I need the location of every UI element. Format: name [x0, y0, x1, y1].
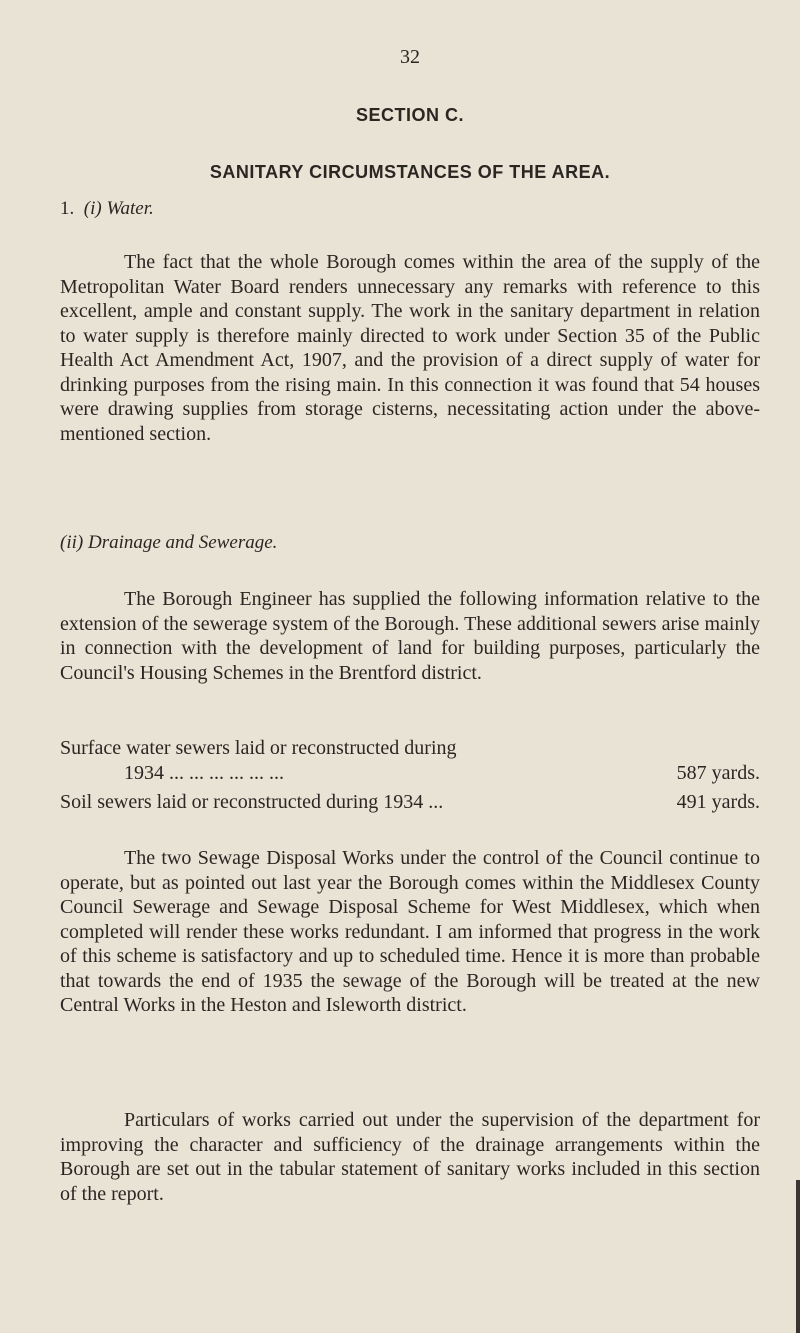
page-edge-shadow	[796, 1180, 800, 1333]
item-number: 1.	[60, 198, 75, 219]
drainage-marker: (ii)	[60, 532, 84, 553]
sewage-disposal-paragraph: The two Sewage Disposal Works under the control of the Council continue to operate, but as pointed out last year the Borough comes within the Middlesex County Council Sewerage and Sewage Disposal Scheme for West Middlesex, which when completed will render these works redundant. I am informed that progress in the work of this scheme is satisfactory and up to scheduled time. Hence it is more than probable that towards the end of 1935 the sewage of the Borough will be treated at the new Central Works in the Heston and Isleworth district.	[60, 847, 760, 1016]
drainage-heading: Drainage and Sewerage.	[87, 532, 278, 553]
item-marker: (i)	[83, 198, 102, 219]
section-heading: SECTION C.	[355, 105, 464, 125]
surface-sewers-value: 587 yards.	[676, 762, 760, 784]
drainage-paragraph: The Borough Engineer has supplied the following information relative to the extension of the sewerage system of the Borough. These additional sewers arise mainly in connection with the development of land for building purposes, particularly the Council's Housing Schemes in the Brentford district.	[60, 588, 760, 684]
drainage-subheading	[60, 532, 277, 554]
section-title: SANITARY CIRCUMSTANCES OF THE AREA.	[209, 162, 611, 182]
water-subheading	[60, 198, 154, 220]
soil-sewers-value: 491 yards.	[676, 791, 760, 813]
water-heading: Water.	[106, 198, 154, 219]
particulars-paragraph: Particulars of works carried out under the supervision of the department for improving the character and sufficiency of the drainage arrangements within the Borough are set out in the tabular statement of sanitary works included in this section of the report.	[60, 1109, 760, 1205]
water-paragraph: The fact that the whole Borough comes within the area of the supply of the Metropolitan Water Board renders unnecessary any remarks with reference to this excellent, ample and constant supply. The work in the sanitary department in relation to water supply is therefore mainly directed to work under Section 35 of the Public Health Act Amendment Act, 1907, and the provision of a direct supply of water for drinking purposes from the rising main. In this connection it was found that 54 houses were drawing supplies from storage cisterns, necessitating action under the above-mentioned section.	[60, 251, 760, 445]
surface-sewers-year: 1934 ... ... ... ... ... ...	[124, 762, 284, 784]
surface-sewers-label: Surface water sewers laid or reconstructed during	[60, 737, 457, 759]
soil-sewers-label: Soil sewers laid or reconstructed during 1934 ...	[60, 791, 444, 813]
page-number: 32	[400, 46, 420, 68]
